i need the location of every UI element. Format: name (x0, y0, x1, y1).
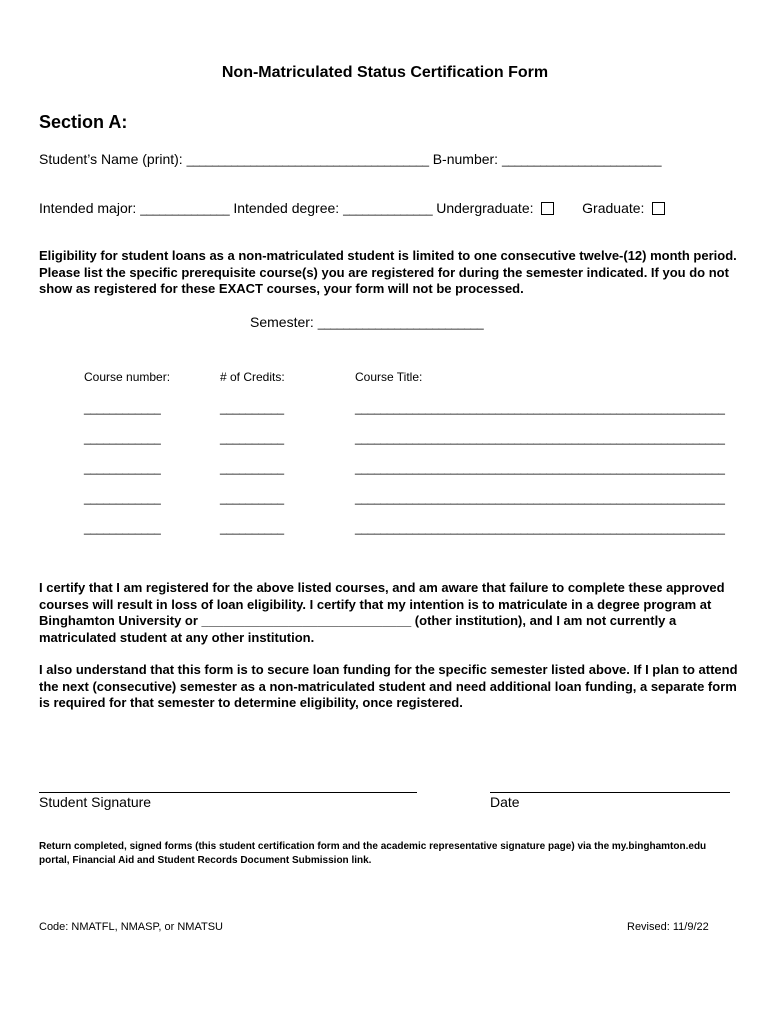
course-title-field-1[interactable]: __________________________________________________________ (355, 401, 725, 415)
course-title-field-3[interactable]: __________________________________________________________ (355, 461, 725, 475)
course-number-header: Course number: (84, 370, 171, 384)
certify-paragraph: I certify that I am registered for the above listed courses, and am aware that failure to complete these approved courses will result in loss of loan eligibility. I certify that my intention is to matriculate in a degree program at Binghamton University or _____________________________ (other institution), and I am not currently a matriculated student at any other institution. (39, 580, 725, 645)
semester-label: Semester: (250, 314, 314, 330)
section-a-heading: Section A: (39, 112, 128, 132)
course-title-field-4[interactable]: __________________________________________________________ (355, 491, 725, 505)
major-degree-row (39, 200, 665, 216)
course-title-field-2[interactable]: __________________________________________________________ (355, 431, 725, 445)
student-name-row (39, 151, 661, 167)
graduate-checkbox[interactable] (652, 202, 665, 215)
undergraduate-label: Undergraduate: (436, 200, 534, 216)
student-name-label: Student’s Name (print): (39, 151, 183, 167)
course-number-field-5[interactable]: ____________ (84, 521, 161, 535)
form-title: Non-Matriculated Status Certification Form (221, 64, 549, 81)
student-signature-line[interactable] (39, 792, 417, 793)
credits-field-2[interactable]: __________ (220, 431, 284, 445)
return-instructions: Return completed, signed forms (this student certification form and the academic representative signature page) via the my.binghamton.edu portal, Financial Aid and Student Records Document Submission link. (39, 841, 707, 866)
revised-date: Revised: 11/9/22 (627, 921, 709, 933)
date-label: Date (490, 794, 520, 810)
course-number-field-2[interactable]: ____________ (84, 431, 161, 445)
course-number-field-1[interactable]: ____________ (84, 401, 161, 415)
intended-major-label: Intended major: (39, 200, 137, 216)
date-line[interactable] (490, 792, 730, 793)
bnumber-field[interactable]: _________________________ (501, 153, 662, 167)
bnumber-label: B-number: (432, 151, 499, 167)
course-title-header: Course Title: (355, 370, 423, 384)
intended-major-field[interactable]: ______________ (140, 202, 230, 216)
graduate-label: Graduate: (582, 200, 645, 216)
credits-header: # of Credits: (220, 370, 285, 384)
intended-degree-field[interactable]: ______________ (343, 202, 433, 216)
credits-field-3[interactable]: __________ (220, 461, 284, 475)
student-signature-label: Student Signature (39, 794, 152, 810)
form-code: Code: NMATFL, NMASP, or NMATSU (39, 921, 223, 933)
credits-field-1[interactable]: __________ (220, 401, 284, 415)
semester-field[interactable]: __________________________ (317, 316, 484, 330)
intended-degree-label: Intended degree: (233, 200, 340, 216)
student-name-field[interactable]: ______________________________________ (186, 153, 429, 167)
course-title-field-5[interactable]: __________________________________________________________ (355, 521, 725, 535)
course-number-field-3[interactable]: ____________ (84, 461, 161, 475)
eligibility-paragraph: Eligibility for student loans as a non-matriculated student is limited to one consecutive twelve-(12) month period. Please list the specific prerequisite course(s) you are registered for during the semester indicated. If you do not show as registered for these EXACT courses, your form will not be processed. (39, 248, 737, 296)
undergraduate-checkbox[interactable] (541, 202, 554, 215)
semester-row (250, 314, 483, 330)
understand-paragraph: I also understand that this form is to secure loan funding for the specific semester listed above. If I plan to attend the next (consecutive) semester as a non-matriculated student and need additional loan funding, a separate form is required for that semester to determine eligibility, once registered. (39, 662, 738, 710)
course-number-field-4[interactable]: ____________ (84, 491, 161, 505)
credits-field-4[interactable]: __________ (220, 491, 284, 505)
credits-field-5[interactable]: __________ (220, 521, 284, 535)
